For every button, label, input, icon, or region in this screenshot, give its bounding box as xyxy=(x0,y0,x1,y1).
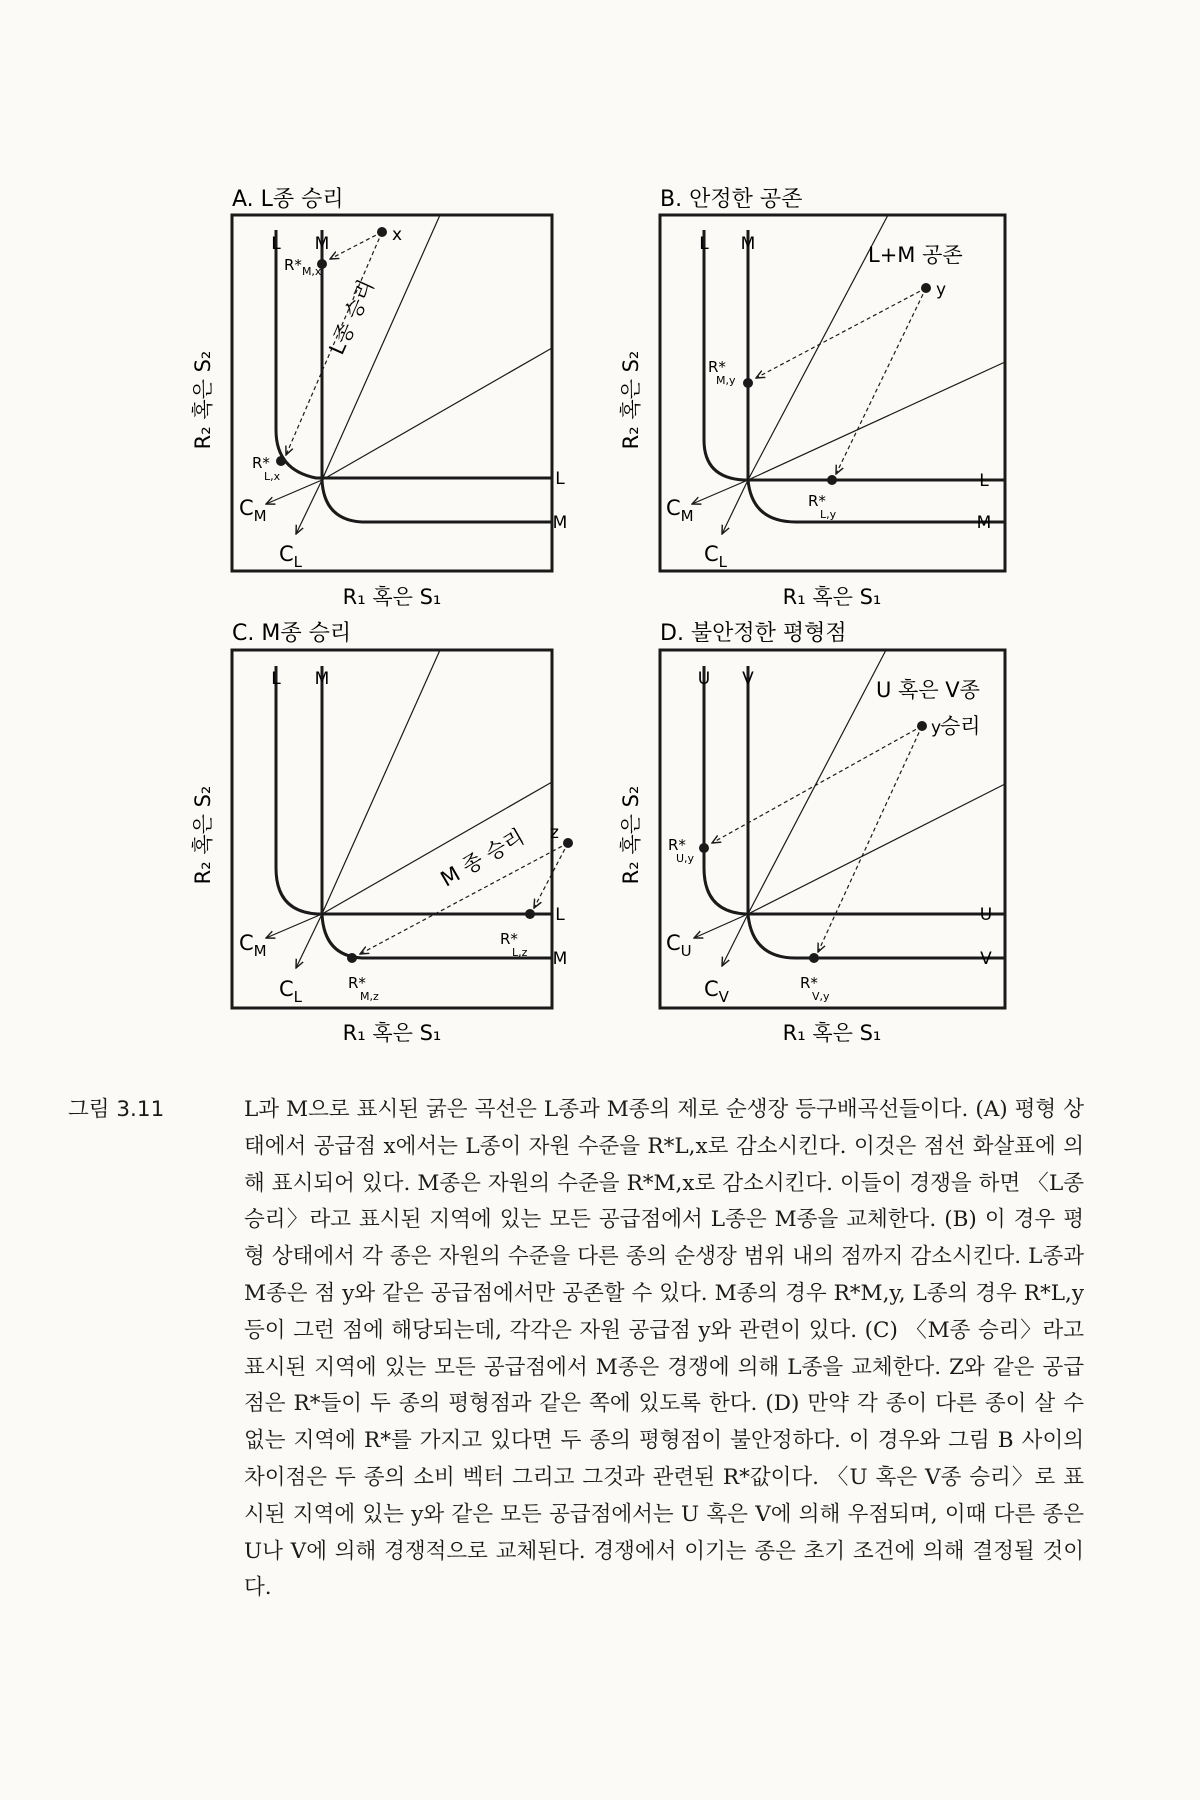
panel-d-ru-label: R* U,y xyxy=(668,836,695,865)
panel-a-top-label-l: L xyxy=(271,234,281,254)
panel-a-rm-label: $R*_{M,x}$ xyxy=(284,256,322,278)
panel-d-region-label-line1: U 혹은 V종 xyxy=(876,678,980,702)
panel-d-ru-point xyxy=(699,843,709,853)
figure-caption: L과 M으로 표시된 굵은 곡선은 L종과 M종의 제로 순생장 등구배곡선들이다. (A) 평형 상태에서 공급점 x에서는 L종이 자원 수준을 R*L,x로 감소시킨다. 이것은 점선 화살표에 의해 표시되어 있다. M종은 자원의 수준을 R*M,x로 감소시킨다. 이들이 경쟁을 하면 〈L종 승리〉라고 표시된 지역에 있는 모든 공급점에서 L종은 M종을 교체한다. (B) 이 경우 평형 상태에서 각 종은 자원의 수준을 다른 종의 순생장 범위 내의 점까지 감소시킨다. L종과 M종은 점 y와 같은 공급점에서만 공존할 수 있다. M종의 경우 R*M,y, L종의 경우 R*L,y 등이 그런 점에 해당되는데, 각각은 자원 공급점 y와 관련이 있다. (C) 〈M종 승리〉라고 표시된 지역에 있는 모든 공급점에서 M종은 경쟁에 의해 L종을 교체한다. Z와 같은 공급점은 R*들이 두 종의 평형점과 같은 쪽에 있도록 한다. (D) 만약 각 종이 다른 종이 살 수 없는 지역에 R*를 가지고 있다면 두 종의 평형점이 불안정하다. 이 경우와 그림 B 사이의 차이점은 두 종의 소비 벡터 그리고 그것과 관련된 R*값이다. 〈U 혹은 V종 승리〉로 표시된 지역에 있는 y와 같은 모든 공급점에서는 U 혹은 V에 의해 우점되며, 이때 다른 종은 U나 V에 의해 경쟁적으로 교체된다. 경쟁에서 이기는 종은 초기 조건에 의해 결정될 것이다. xyxy=(244,1097,1084,1601)
panel-c-frame xyxy=(232,650,552,1008)
panel-c-rm-label: R* M,z xyxy=(348,974,379,1003)
panel-d-x-axis-label: R₁ 혹은 S₁ xyxy=(782,1021,882,1045)
panel-d-cu-vector xyxy=(694,914,748,938)
panel-a xyxy=(191,187,567,609)
panel-c-cm-vector xyxy=(266,914,322,938)
panel-c-consumption-line-steep xyxy=(322,650,440,914)
panel-a-arrow-to-rm xyxy=(330,232,382,259)
panel-c-right-label-l: L xyxy=(555,905,565,925)
panel-b-isocline-m xyxy=(748,230,1005,522)
panel-d-right-label-u: U xyxy=(979,905,993,925)
panel-a-rl-label: R* L,x xyxy=(252,454,281,483)
panel-c-supply-point-label: z xyxy=(550,823,559,843)
panel-b-arrow-to-rm xyxy=(756,288,926,378)
panel-b-x-axis-label: R₁ 혹은 S₁ xyxy=(782,585,882,609)
panel-a-cl-vector xyxy=(296,480,322,534)
panel-b-top-label-l: L xyxy=(699,234,709,254)
panel-d xyxy=(619,621,1005,1045)
panel-b-consumption-line-shallow xyxy=(748,362,1005,480)
panel-c-cl-label: $C_L$ xyxy=(279,977,303,1006)
panel-b-rm-label: R* M,y xyxy=(708,358,736,387)
panel-a-right-label-l: L xyxy=(555,469,565,489)
panel-d-rv-point xyxy=(809,953,819,963)
panel-c-isocline-l xyxy=(276,666,552,914)
panel-c-rm-point xyxy=(347,953,357,963)
panel-a-y-axis-label: R₂ 혹은 S₂ xyxy=(191,350,215,450)
panel-a-title: A. L종 승리 xyxy=(232,187,344,212)
panel-a-cl-label: $C_L$ xyxy=(279,542,303,571)
panel-b-cl-label: $C_L$ xyxy=(704,542,728,571)
panel-d-frame xyxy=(660,650,1005,1008)
panel-a-consumption-line-shallow xyxy=(322,348,552,480)
panel-b-region-label: L+M 공존 xyxy=(868,243,963,267)
panel-c-cm-label: $C_M$ xyxy=(239,931,267,960)
panel-b-cm-vector xyxy=(692,480,748,504)
panel-c-right-label-m: M xyxy=(552,949,568,969)
caption-label: 그림 3.11 xyxy=(68,1097,165,1122)
panel-a-rl-point xyxy=(276,456,286,466)
panel-b-arrow-to-rl xyxy=(836,288,926,474)
panel-d-top-label-v: V xyxy=(742,669,754,689)
panel-c-x-axis-label: R₁ 혹은 S₁ xyxy=(342,1021,442,1045)
panel-d-supply-point-label: y xyxy=(931,718,942,738)
panel-c-rl-label: R* L,z xyxy=(500,930,528,959)
panel-a-cm-vector xyxy=(266,480,322,504)
panel-a-region-label: L종 승리 xyxy=(324,276,379,359)
panel-d-rv-label: R* V,y xyxy=(800,974,830,1003)
panel-d-y-axis-label: R₂ 혹은 S₂ xyxy=(619,785,643,885)
panel-a-cm-label: $C_M$ xyxy=(239,496,267,525)
panel-b-y-axis-label: R₂ 혹은 S₂ xyxy=(619,350,643,450)
panel-b xyxy=(619,187,1005,609)
panel-a-frame xyxy=(232,215,552,571)
panel-c xyxy=(191,621,573,1045)
panel-c-rl-point xyxy=(525,909,535,919)
panel-c-top-label-m: M xyxy=(314,669,330,689)
panel-b-supply-point-label: y xyxy=(936,280,947,300)
panel-b-rm-point xyxy=(743,378,753,388)
panel-d-arrow-to-rv xyxy=(818,726,922,952)
panel-b-rl-label: R* L,y xyxy=(808,492,837,521)
panel-b-consumption-line-steep xyxy=(748,215,888,480)
panel-d-right-label-v: V xyxy=(980,949,992,969)
panel-b-right-label-m: M xyxy=(976,513,992,533)
panel-a-right-label-m: M xyxy=(552,513,568,533)
panel-b-cl-vector xyxy=(722,480,748,534)
panel-c-region-label: M 종 승리 xyxy=(436,824,529,892)
panel-a-top-label-m: M xyxy=(314,234,330,254)
panel-d-region-label-line2: 승리 xyxy=(940,714,981,738)
panel-b-right-label-l: L xyxy=(979,471,989,491)
panel-d-cv-label: $C_V$ xyxy=(704,977,729,1006)
panel-c-y-axis-label: R₂ 혹은 S₂ xyxy=(191,785,215,885)
panel-d-title: D. 불안정한 평형점 xyxy=(660,621,847,646)
panel-c-title: C. M종 승리 xyxy=(232,621,352,646)
panel-b-cm-label: $C_M$ xyxy=(666,496,694,525)
panel-c-cl-vector xyxy=(296,914,322,968)
panel-a-x-axis-label: R₁ 혹은 S₁ xyxy=(342,585,442,609)
panel-a-supply-point-label: x xyxy=(392,225,403,245)
panel-b-rl-point xyxy=(827,475,837,485)
panel-b-top-label-m: M xyxy=(740,234,756,254)
panel-d-consumption-line-shallow xyxy=(748,784,1005,914)
panel-d-arrow-to-ru xyxy=(712,726,922,843)
panel-c-top-label-l: L xyxy=(271,669,281,689)
panel-d-top-label-u: U xyxy=(697,669,711,689)
panel-b-title: B. 안정한 공존 xyxy=(660,187,803,212)
panel-d-cu-label: $C_U$ xyxy=(666,931,692,960)
panel-d-consumption-line-steep xyxy=(748,650,886,914)
panel-d-cv-vector xyxy=(722,914,748,966)
